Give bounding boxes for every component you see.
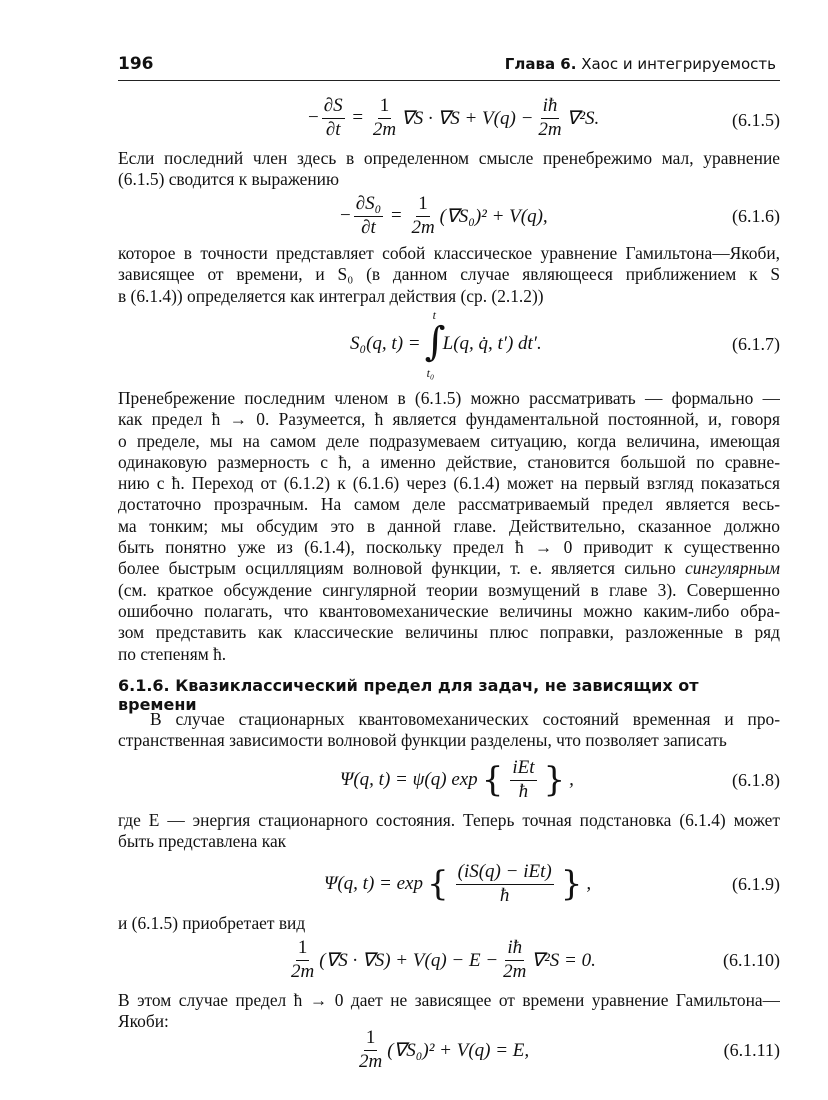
paragraph-4: В случае стационарных квантовомеханических состояний временная и про- странственная зависимости волновой функции разделены, что позволяет записать — [118, 709, 780, 751]
paragraph-7: В этом случае предел ħ → 0 дает не зависящее от времени уравнение Гамильтона— Якоби: — [118, 990, 780, 1032]
chapter-title: Хаос и интегрируемость — [581, 55, 776, 73]
equation-6-1-8: Ψ(q, t) = ψ(q) exp { $\frac{\text{iEt}}{ħ}$ } , (6.1.8) — [340, 757, 780, 802]
paragraph-3: Пренебрежение последним членом в (6.1.5) можно рассматривать — формально — как предел ħ → 0. Разумеется, ħ является фундаментальной постоянной, и, говоря о пределе, мы на самом деле подразумеваем ситуацию, когда величина, имеющая одинаковую размерность с ħ, а именно действие, становится большой по сравне- нию с ħ. Переход от (6.1.2) к (6.1.6) через (6.1.4) может на первый взгляд показаться достаточно прозрачным. На самом деле рассматриваемый предел является весь- ма тонким; мы обсудим это в данной главе. Действительно, сказанное должно быть понятно уже из (6.1.4), поскольку предел ħ → 0 приводит к существенно более быстрым осцилляциям волновой функции, т. е. является сильно сингулярным (см. краткое обсуждение сингулярной теории возмущений в главе 3). Совершенно ошибочно полагать, что квантовомеханические величины можно каким-либо обра- зом представить как классические величины плюс поправки, разложенные в ряд по степеням ħ. — [118, 388, 780, 664]
running-title — [505, 55, 776, 73]
equation-6-1-11: $\frac{1}{2m}$ (∇S₀)² + V(q) = E, (6.1.11) — [359, 1027, 780, 1072]
equation-number: (6.1.6) — [732, 206, 780, 226]
emphasis-singular: сингулярным — [685, 558, 780, 579]
paragraph-5: где E — энергия стационарного состояния. Теперь точная подстановка (6.1.4) может быть представлена как — [118, 810, 780, 852]
equation-number: (6.1.8) — [732, 770, 780, 790]
equation-6-1-5: − $\frac{\partial S}{\partial t}$ = $\frac{1}{2m}$ ∇S · ∇S + V(q) − $\frac{iħ}{2m}$ ∇²S. (6.1.5) — [308, 95, 780, 140]
chapter-label: Глава 6. — [504, 55, 577, 73]
equation-number: (6.1.7) — [732, 334, 780, 354]
equation-6-1-10: $\frac{1}{2m}$ (∇S · ∇S) + V(q) − E − $\frac{iħ}{2m}$ ∇²S = 0. (6.1.10) — [291, 937, 780, 982]
equation-6-1-9: Ψ(q, t) = exp { $\frac{\text{(iS(q) − iEt)}}{ħ}$ } , (6.1.9) — [324, 861, 780, 906]
equation-number: (6.1.5) — [732, 110, 780, 130]
equation-number: (6.1.9) — [732, 874, 780, 894]
paragraph-1: Если последний член здесь в определенном смысле пренебрежимо мал, уравнение (6.1.5) сводится к выражению — [118, 148, 780, 190]
equation-number: (6.1.11) — [723, 1040, 780, 1060]
equation-number: (6.1.10) — [723, 950, 780, 970]
book-page — [118, 52, 780, 1092]
paragraph-6: и (6.1.5) приобретает вид — [118, 913, 306, 933]
paragraph-2: которое в точности представляет собой классическое уравнение Гамильтона—Якоби, зависящее от времени, и S₀ (в данном случае являющееся приближением к S в (6.1.4)) определяется как интеграл действия (ср. (2.1.2)) — [118, 243, 780, 306]
running-header — [118, 52, 780, 81]
section-heading: 6.1.6. Квазиклассический предел для задач, не зависящих от времени — [118, 676, 699, 714]
page-number: 196 — [118, 54, 154, 74]
equation-6-1-7: S₀(q, t) = ∫ t t₀ L(q, q̇, t′) dt′. (6.1.7) — [350, 308, 780, 380]
equation-6-1-6: − $\frac{\text{∂S₀}}{\partial t}$ = $\frac{1}{2m}$ (∇S₀)² + V(q), (6.1.6) — [340, 193, 780, 238]
